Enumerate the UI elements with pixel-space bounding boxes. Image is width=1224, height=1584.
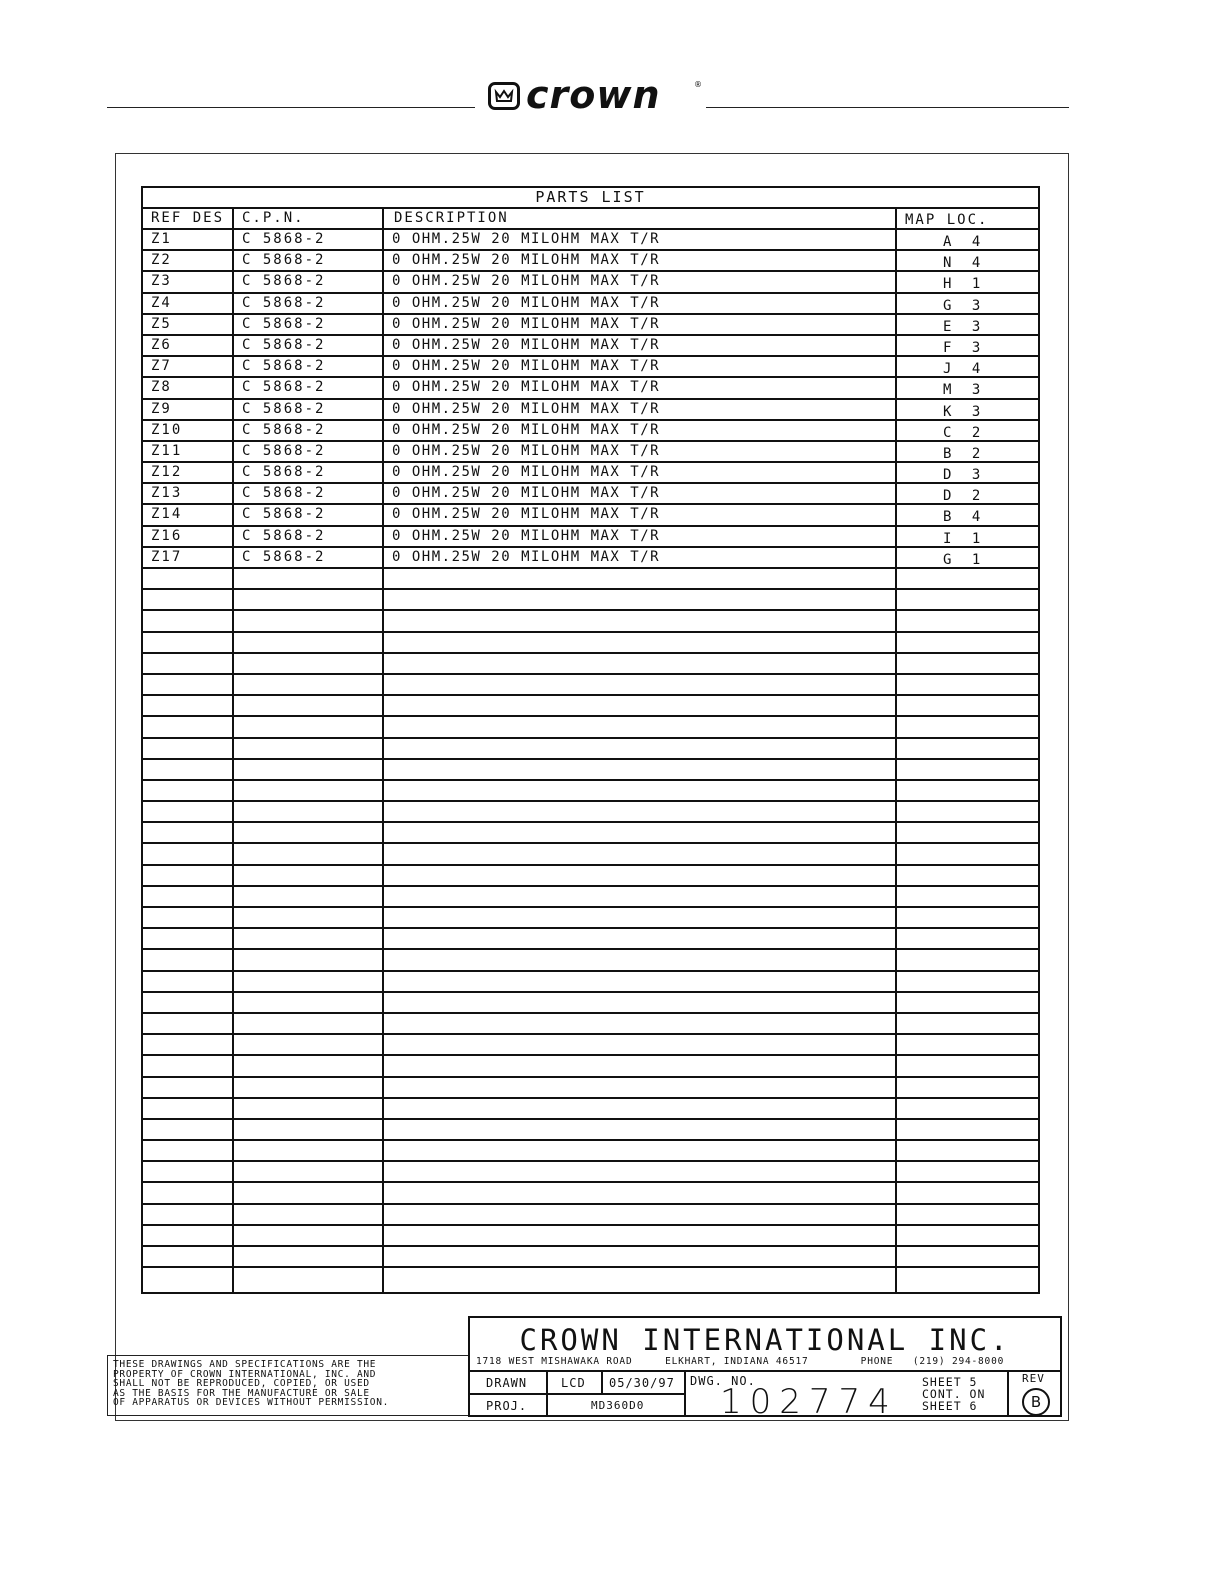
notice-line: OF APPARATUS OR DEVICES WITHOUT PERMISSION.: [113, 1397, 390, 1409]
description-cell: 0 OHM.25W 20 MILOHM MAX T/R: [392, 294, 661, 311]
title-block-divider: [470, 1370, 1060, 1372]
logo-wordmark: crown: [526, 73, 661, 117]
ref-des-cell: Z4: [151, 294, 172, 311]
notice-line: THESE DRAWINGS AND SPECIFICATIONS ARE THE: [113, 1359, 377, 1370]
cpn-cell: C 5868-2: [242, 273, 326, 290]
registered-mark: ®: [694, 80, 702, 89]
blank-table-row: [143, 758, 1038, 779]
dwg-no-label: DWG. NO.: [690, 1374, 756, 1388]
col-map-loc: MAP LOC.: [905, 212, 989, 228]
phone-number: (219) 294-8000: [912, 1356, 1005, 1367]
table-row: [143, 334, 1038, 355]
map-loc-cell: G 1: [943, 551, 987, 568]
blank-table-row: [143, 927, 1038, 948]
table-row: [143, 355, 1038, 376]
table-row: [143, 398, 1038, 419]
title-block-divider: [684, 1370, 686, 1416]
description-cell: 0 OHM.25W 20 MILOHM MAX T/R: [392, 485, 661, 502]
cpn-cell: C 5868-2: [242, 548, 326, 565]
ref-des-cell: Z12: [151, 464, 183, 481]
ref-des-cell: Z7: [151, 358, 172, 375]
ref-des-cell: Z2: [151, 252, 172, 269]
notice-line: SHALL NOT BE REPRODUCED, COPIED, OR USED: [113, 1378, 370, 1390]
cpn-cell: C 5868-2: [242, 421, 326, 438]
cpn-cell: C 5868-2: [242, 464, 326, 481]
notice-line: PROPERTY OF CROWN INTERNATIONAL, INC. AND: [113, 1368, 377, 1380]
map-loc-cell: I 1: [943, 530, 987, 547]
description-cell: 0 OHM.25W 20 MILOHM MAX T/R: [392, 273, 661, 290]
table-row: [143, 270, 1038, 291]
description-cell: 0 OHM.25W 20 MILOHM MAX T/R: [392, 231, 661, 247]
table-row: [143, 546, 1038, 567]
description-cell: 0 OHM.25W 20 MILOHM MAX T/R: [392, 442, 661, 459]
crown-icon: [488, 82, 520, 110]
revision-letter: B: [1022, 1388, 1050, 1416]
blank-table-row: [143, 652, 1038, 673]
blank-table-row: [143, 673, 1038, 694]
ref-des-cell: Z14: [151, 506, 183, 523]
blank-table-row: [143, 1181, 1038, 1202]
title-block-divider: [470, 1393, 686, 1395]
map-loc-cell: A 4: [943, 234, 987, 250]
address-city: ELKHART, INDIANA 46517: [665, 1356, 809, 1367]
cpn-cell: C 5868-2: [242, 315, 326, 332]
rev-label: REV: [1022, 1372, 1045, 1385]
cpn-cell: C 5868-2: [242, 379, 326, 396]
map-loc-cell: G 3: [943, 297, 987, 314]
title-block-divider: [601, 1370, 603, 1394]
ref-des-cell: Z6: [151, 336, 172, 353]
continued-on: CONT. ON: [922, 1387, 986, 1401]
blank-table-row: [143, 821, 1038, 842]
blank-table-row: [143, 864, 1038, 885]
blank-table-row: [143, 1033, 1038, 1054]
blank-table-row: [143, 737, 1038, 758]
address-street: 1718 WEST MISHAWAKA ROAD: [476, 1356, 633, 1367]
ref-des-cell: Z17: [151, 548, 183, 565]
blank-table-row: [143, 1266, 1038, 1287]
table-row: [143, 292, 1038, 313]
table-row: [143, 376, 1038, 397]
cpn-cell: C 5868-2: [242, 336, 326, 353]
sheet-info: [922, 1376, 985, 1412]
blank-table-row: [143, 1097, 1038, 1118]
map-loc-cell: D 3: [943, 467, 987, 484]
map-loc-cell: F 3: [943, 339, 987, 356]
description-cell: 0 OHM.25W 20 MILOHM MAX T/R: [392, 336, 661, 353]
description-cell: 0 OHM.25W 20 MILOHM MAX T/R: [392, 379, 661, 396]
blank-table-row: [143, 800, 1038, 821]
proj-value: MD360D0: [591, 1399, 645, 1412]
table-row: [143, 228, 1038, 249]
table-row: [143, 482, 1038, 503]
blank-table-row: [143, 948, 1038, 969]
map-loc-cell: J 4: [943, 361, 987, 378]
title-block-divider: [546, 1394, 548, 1416]
col-description: DESCRIPTION: [394, 210, 509, 226]
crown-logo: [488, 73, 710, 118]
map-loc-cell: E 3: [943, 318, 987, 335]
table-row: [143, 249, 1038, 270]
ref-des-cell: Z13: [151, 485, 183, 502]
cpn-cell: C 5868-2: [242, 252, 326, 269]
description-cell: 0 OHM.25W 20 MILOHM MAX T/R: [392, 548, 661, 565]
map-loc-cell: B 2: [943, 445, 987, 462]
blank-table-row: [143, 1076, 1038, 1097]
table-row: [143, 419, 1038, 440]
parts-list-title: PARTS LIST: [143, 188, 1038, 209]
title-block-divider: [546, 1370, 548, 1394]
blank-table-row: [143, 588, 1038, 609]
ref-des-cell: Z9: [151, 400, 172, 417]
ref-des-cell: Z11: [151, 442, 183, 459]
map-loc-cell: B 4: [943, 509, 987, 526]
blank-table-row: [143, 885, 1038, 906]
col-divider: [895, 208, 897, 1292]
blank-table-row: [143, 1012, 1038, 1033]
ref-des-cell: Z10: [151, 421, 183, 438]
blank-table-row: [143, 609, 1038, 630]
drawn-label: DRAWN: [486, 1376, 528, 1390]
blank-table-row: [143, 715, 1038, 736]
description-cell: 0 OHM.25W 20 MILOHM MAX T/R: [392, 527, 661, 544]
ref-des-cell: Z1: [151, 231, 172, 247]
cpn-cell: C 5868-2: [242, 506, 326, 523]
drawing-number: 102774: [720, 1382, 898, 1422]
table-row: [143, 461, 1038, 482]
blank-table-row: [143, 779, 1038, 800]
description-cell: 0 OHM.25W 20 MILOHM MAX T/R: [392, 464, 661, 481]
cpn-cell: C 5868-2: [242, 358, 326, 375]
blank-table-row: [143, 1203, 1038, 1224]
description-cell: 0 OHM.25W 20 MILOHM MAX T/R: [392, 421, 661, 438]
description-cell: 0 OHM.25W 20 MILOHM MAX T/R: [392, 315, 661, 332]
description-cell: 0 OHM.25W 20 MILOHM MAX T/R: [392, 358, 661, 375]
company-name: CROWN INTERNATIONAL INC.: [519, 1323, 1011, 1357]
description-cell: 0 OHM.25W 20 MILOHM MAX T/R: [392, 400, 661, 417]
blank-table-row: [143, 1224, 1038, 1245]
cpn-cell: C 5868-2: [242, 294, 326, 311]
col-ref-des: REF DES: [151, 210, 225, 226]
ref-des-cell: Z3: [151, 273, 172, 290]
map-loc-cell: K 3: [943, 403, 987, 420]
map-loc-cell: C 2: [943, 424, 987, 441]
map-loc-cell: H 1: [943, 276, 987, 293]
blank-table-row: [143, 567, 1038, 588]
cpn-cell: C 5868-2: [242, 442, 326, 459]
company-address: [476, 1356, 1004, 1367]
notice-line: AS THE BASIS FOR THE MANUFACTURE OR SALE: [113, 1387, 370, 1399]
blank-table-row: [143, 1160, 1038, 1181]
blank-table-row: [143, 970, 1038, 991]
blank-table-row: [143, 991, 1038, 1012]
drawn-by: LCD: [561, 1376, 586, 1390]
header-rule-right: [706, 107, 1069, 108]
sheet-number: SHEET 5: [922, 1375, 978, 1389]
blank-table-row: [143, 906, 1038, 927]
description-cell: 0 OHM.25W 20 MILOHM MAX T/R: [392, 506, 661, 523]
proj-label: PROJ.: [486, 1399, 528, 1413]
blank-table-row: [143, 694, 1038, 715]
blank-table-row: [143, 842, 1038, 863]
blank-table-row: [143, 631, 1038, 652]
col-cpn: C.P.N.: [242, 210, 305, 226]
parts-rows: [143, 228, 1038, 1287]
table-row: [143, 313, 1038, 334]
cpn-cell: C 5868-2: [242, 231, 326, 247]
description-cell: 0 OHM.25W 20 MILOHM MAX T/R: [392, 252, 661, 269]
map-loc-cell: D 2: [943, 488, 987, 505]
blank-table-row: [143, 1118, 1038, 1139]
drawn-date: 05/30/97: [609, 1376, 675, 1390]
ref-des-cell: Z5: [151, 315, 172, 332]
continued-sheet: SHEET 6: [922, 1399, 978, 1413]
title-block: [468, 1316, 1062, 1422]
table-row: [143, 440, 1038, 461]
table-row: [143, 503, 1038, 524]
phone-label: PHONE: [860, 1356, 894, 1367]
map-loc-cell: N 4: [943, 255, 987, 272]
cpn-cell: C 5868-2: [242, 485, 326, 502]
cpn-cell: C 5868-2: [242, 527, 326, 544]
table-row: [143, 525, 1038, 546]
header-rule-left: [107, 107, 475, 108]
parts-list-table: [141, 186, 1040, 1294]
blank-table-row: [143, 1245, 1038, 1266]
proprietary-notice: [107, 1355, 469, 1416]
title-block-divider: [1007, 1370, 1009, 1416]
ref-des-cell: Z16: [151, 527, 183, 544]
col-divider: [232, 208, 234, 1292]
cpn-cell: C 5868-2: [242, 400, 326, 417]
col-divider: [382, 208, 384, 1292]
map-loc-cell: M 3: [943, 382, 987, 399]
ref-des-cell: Z8: [151, 379, 172, 396]
blank-table-row: [143, 1139, 1038, 1160]
blank-table-row: [143, 1054, 1038, 1075]
